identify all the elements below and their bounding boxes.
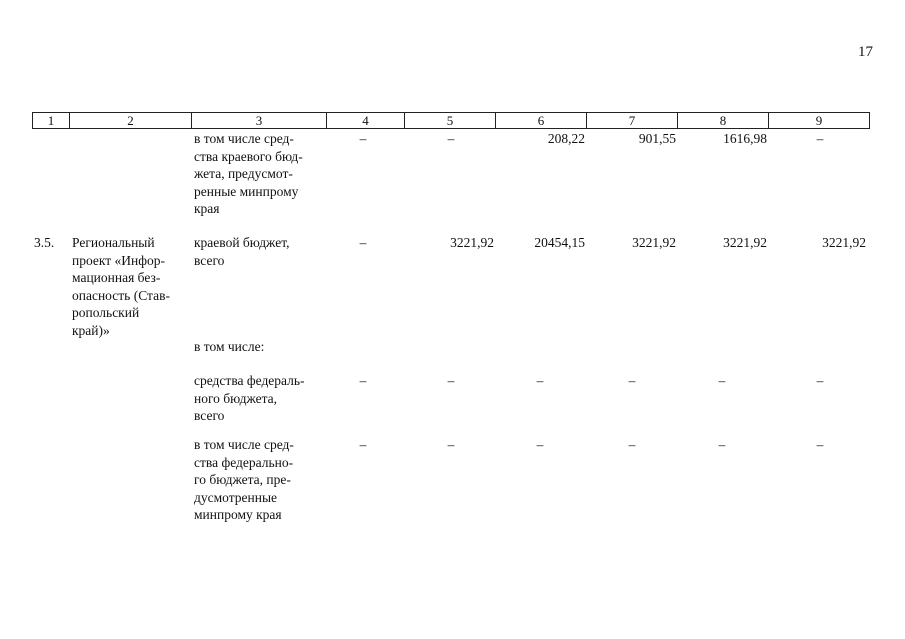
project-name-line: опасность (Став- [72, 287, 170, 303]
value-cell: – [359, 235, 367, 250]
value-cell: 3221,92 [632, 235, 676, 250]
column-header: 2 [70, 113, 192, 129]
value-cell: – [628, 437, 636, 452]
column-header: 8 [678, 113, 769, 129]
value-cell: – [816, 131, 824, 146]
project-name [72, 234, 187, 339]
value-cell: 3221,92 [723, 235, 767, 250]
budget-source-line: всего [194, 252, 225, 268]
budget-source-line: краевой бюджет, [194, 235, 290, 250]
row-number: 3.5. [34, 235, 55, 250]
value-cell: – [447, 373, 455, 388]
value-cell: – [536, 373, 544, 388]
value-cell: 901,55 [638, 131, 676, 146]
value-cell: 3221,92 [822, 235, 866, 250]
federal-minprom-line: ства федерально- [194, 454, 294, 470]
value-cell: – [718, 373, 726, 388]
federal-minprom-line: в том числе сред- [194, 437, 294, 452]
budget-source [194, 234, 318, 269]
value-cell: – [447, 437, 455, 452]
column-header: 4 [327, 113, 405, 129]
federal-funds-line: ного бюджета, [194, 390, 278, 406]
federal-minprom-funds [194, 436, 318, 524]
federal-minprom-line: дусмотренные [194, 489, 278, 505]
value-cell: – [359, 131, 367, 146]
project-name-line: край)» [72, 322, 110, 338]
value-cell: – [628, 373, 636, 388]
value-cell: – [447, 131, 455, 146]
column-header: 7 [587, 113, 678, 129]
description-line: ренные минпрому [194, 183, 299, 199]
value-cell: – [536, 437, 544, 452]
description-line: края [194, 201, 220, 216]
federal-minprom-line: минпрому края [194, 507, 282, 522]
description-line: ства краевого бюд- [194, 148, 303, 164]
value-cell: – [816, 437, 824, 452]
value-cell: 20454,15 [534, 235, 585, 250]
description-line: в том числе сред- [194, 131, 294, 146]
federal-funds-line: средства федераль- [194, 373, 305, 388]
column-header: 5 [405, 113, 496, 129]
column-header: 6 [496, 113, 587, 129]
federal-funds [194, 372, 318, 425]
description-line: жета, предусмот- [194, 166, 293, 181]
value-cell: 1616,98 [723, 131, 767, 146]
including-label: в том числе: [194, 339, 265, 354]
project-name-line: проект «Инфор- [72, 252, 166, 268]
federal-minprom-line: го бюджета, пре- [194, 472, 291, 487]
column-header: 3 [192, 113, 327, 129]
value-cell: 3221,92 [450, 235, 494, 250]
project-name-line: Региональный [72, 235, 155, 250]
value-cell: 208,22 [547, 131, 585, 146]
column-header: 9 [769, 113, 870, 129]
page-number: 17 [858, 44, 873, 60]
project-name-line: ропольский [72, 305, 140, 320]
column-header: 1 [33, 113, 70, 129]
value-cell: – [359, 373, 367, 388]
project-name-line: мационная без- [72, 270, 161, 285]
value-cell: – [816, 373, 824, 388]
continued-row-description [194, 130, 318, 218]
value-cell: – [718, 437, 726, 452]
column-number-header [32, 112, 870, 129]
value-cell: – [359, 437, 367, 452]
federal-funds-line: всего [194, 408, 225, 423]
